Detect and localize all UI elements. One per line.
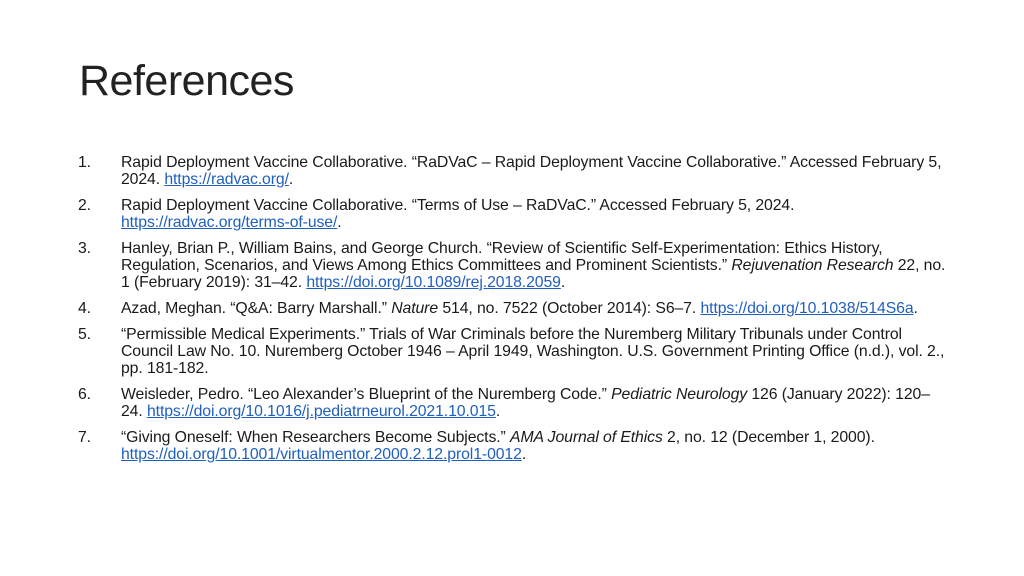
reference-item	[78, 154, 950, 188]
reference-journal: Rejuvenation Research	[731, 257, 894, 274]
reference-details: 2, no. 12 (December 1, 2000).	[667, 429, 875, 446]
reference-end: .	[288, 171, 294, 188]
reference-text: “Giving Oneself: When Researchers Become Subjects.”	[121, 429, 506, 446]
reference-text: “Permissible Medical Experiments.” Trials of War Criminals before the Nuremberg Military Tribunals under Control Council Law No. 10. Nuremberg October 1946 – April 1949, Washington. U.S. Government Printing Office (n.d.), vol. 2., pp. 181-182.	[121, 326, 945, 377]
reference-end: .	[495, 403, 501, 420]
reference-text: Weisleder, Pedro. “Leo Alexander’s Blueprint of the Nuremberg Code.”	[121, 386, 607, 403]
reference-link[interactable]: https://doi.org/10.1038/514S6a	[700, 300, 914, 317]
reference-link[interactable]: https://radvac.org/terms-of-use/	[121, 214, 338, 231]
reference-number: 3.	[78, 240, 91, 257]
reference-details: 126 (January 2022): 120–24.	[121, 386, 930, 420]
reference-journal: AMA Journal of Ethics	[510, 429, 663, 446]
reference-number: 7.	[78, 429, 91, 446]
reference-details: 22, no. 1 (February 2019): 31–42.	[121, 257, 946, 291]
reference-journal: Nature	[391, 300, 439, 317]
reference-item	[78, 429, 950, 463]
reference-link[interactable]: https://doi.org/10.1089/rej.2018.2059	[306, 274, 561, 291]
reference-item	[78, 300, 950, 317]
reference-text: Azad, Meghan. “Q&A: Barry Marshall.”	[121, 300, 387, 317]
reference-item	[78, 386, 950, 420]
page-title: References	[79, 57, 294, 105]
reference-item	[78, 197, 950, 231]
reference-item	[78, 326, 950, 377]
reference-text: Hanley, Brian P., William Bains, and George Church. “Review of Scientific Self-Experimentation: Ethics History, Regulation, Scenarios, and Views Among Ethics Committees and Prominent Scientists.”	[121, 240, 883, 274]
reference-end: .	[913, 300, 918, 317]
reference-journal: Pediatric Neurology	[611, 386, 748, 403]
reference-end: .	[521, 446, 527, 463]
reference-text: Rapid Deployment Vaccine Collaborative. “Terms of Use – RaDVaC.” Accessed February 5, 2024.	[121, 197, 795, 214]
reference-end: .	[560, 274, 566, 291]
reference-number: 5.	[78, 326, 91, 343]
reference-number: 4.	[78, 300, 91, 317]
reference-item	[78, 240, 950, 291]
reference-number: 2.	[78, 197, 91, 214]
reference-link[interactable]: https://radvac.org/	[164, 171, 289, 188]
reference-link[interactable]: https://doi.org/10.1001/virtualmentor.2000.2.12.prol1-0012	[121, 446, 522, 463]
reference-details: 514, no. 7522 (October 2014): S6–7.	[442, 300, 697, 317]
reference-end: .	[337, 214, 342, 231]
reference-link[interactable]: https://doi.org/10.1016/j.pediatrneurol.2021.10.015	[146, 403, 496, 420]
reference-list	[78, 154, 950, 472]
reference-number: 6.	[78, 386, 91, 403]
reference-number: 1.	[78, 154, 91, 171]
reference-text: Rapid Deployment Vaccine Collaborative. “RaDVaC – Rapid Deployment Vaccine Collaborative.” Accessed February 5, 2024.	[121, 154, 942, 188]
